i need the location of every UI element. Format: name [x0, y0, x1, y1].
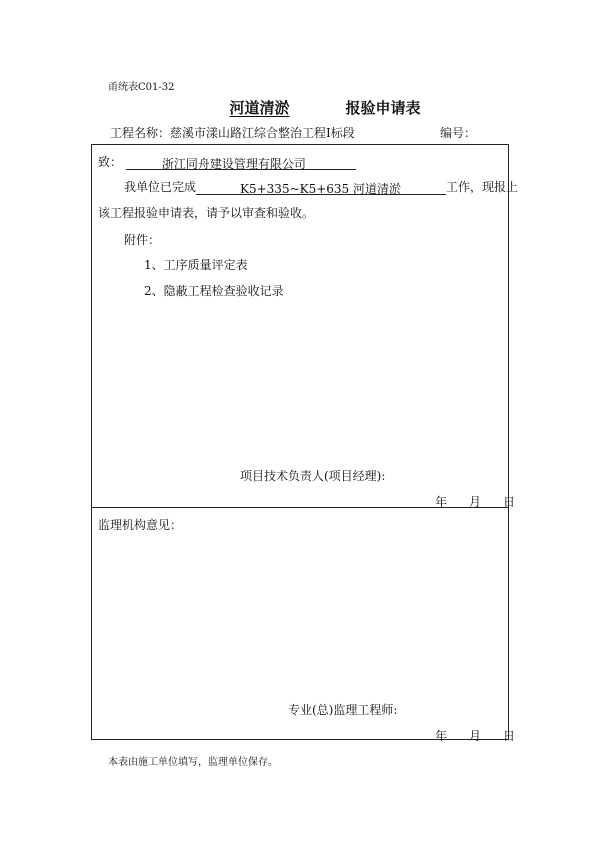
project-name [110, 124, 355, 141]
attachment-item: 2、隐蔽工程检查验收记录 [144, 284, 284, 298]
attachment-item: 1、工序质量评定表 [144, 258, 248, 272]
addressee-value: 浙江同舟建设管理有限公司 [126, 155, 356, 170]
form-code: 甬统表C01-32 [108, 82, 175, 93]
date-day: 日 [503, 729, 516, 743]
completion-work-item: K5+335~K5+635 河道清淤 [196, 180, 446, 195]
contractor-signer-label: 项目技术负责人(项目经理): [240, 469, 386, 483]
supervision-opinion-label: 监理机构意见： [98, 518, 183, 532]
supervisor-sign-date [435, 727, 515, 744]
project-name-label: 工程名称： [110, 126, 171, 140]
completion-continuation: 该工程报验申请表，请予以审查和验收。 [98, 206, 315, 220]
date-year: 年 [435, 729, 448, 743]
date-day: 日 [503, 495, 516, 509]
serial-number-label: 编号： [440, 126, 477, 140]
addressee-line [98, 153, 356, 170]
project-name-value: 慈溪市漾山路江综合整治工程Ⅰ标段 [170, 126, 355, 140]
date-month: 月 [469, 495, 482, 509]
completion-statement [124, 178, 518, 195]
date-year: 年 [435, 495, 448, 509]
form-title [0, 97, 600, 118]
completion-prefix: 我单位已完成 [124, 180, 197, 194]
serial-number [440, 124, 476, 141]
footnote: 本表由施工单位填写，监理单位保存。 [108, 757, 278, 768]
completion-suffix: 工作，现报上 [446, 180, 519, 194]
section-divider [92, 507, 508, 508]
addressee-label: 致： [98, 155, 123, 169]
supervisor-signer-label: 专业(总)监理工程师: [288, 703, 398, 717]
date-month: 月 [469, 729, 482, 743]
form-sheet [91, 144, 519, 743]
title-subject: 河道清淤 [229, 99, 290, 117]
title-suffix: 报验申请表 [345, 99, 421, 117]
attachments-label: 附件： [124, 233, 161, 247]
